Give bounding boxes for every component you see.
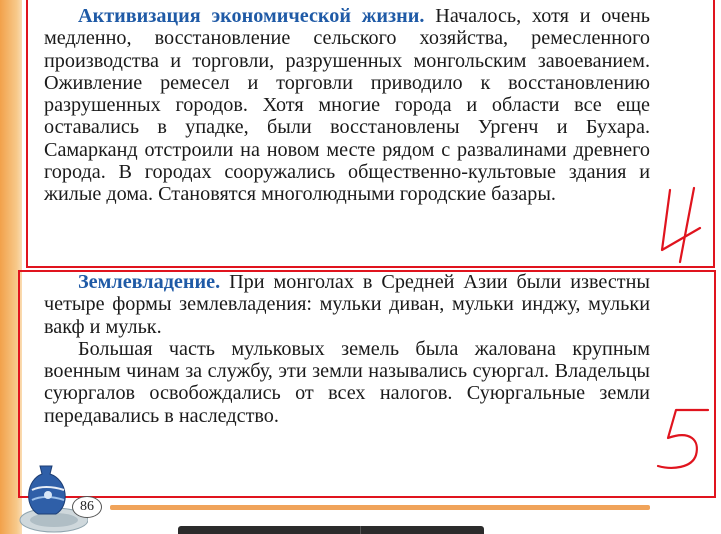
page-number: 86 xyxy=(72,496,102,518)
viewer-toolbar[interactable] xyxy=(178,526,484,534)
footer-rule xyxy=(110,505,650,510)
paragraph: Большая часть мульковых земель была жалована крупным военным чинам за службу, эти земли назывались суюргал. Владельцы суюргалов освобождались от всех налогов. Суюргальные земли передавались в наследство. xyxy=(44,337,650,427)
annotation-box-1 xyxy=(26,0,715,268)
section-heading: Землевладение. xyxy=(78,271,221,293)
section-heading: Активизация экономической жизни. xyxy=(78,5,425,27)
paragraph-text: Началось, хотя и очень медленно, восстановление сельского хозяйства, ремесленного производства и торговли, разрушенных монгольским завоеванием. Оживление ремесел и торговли приводило к восстановлению разрушенных городов. Хотя многие города и области все еще оставались в упадке, были восстановлены Ургенч и Бухара. Самарканд отстроили на новом месте рядом с развалинами древнего города. В городах сооружались общественно-культовые здания и жилые дома. Становятся многолюдными городские базары. xyxy=(44,5,650,206)
paragraph-text: При монголах в Средней Азии были известны четыре формы землевладения: мульки диван, мульки инджу, мульки вакф и мульк. xyxy=(44,271,650,338)
toolbar-divider xyxy=(360,526,361,534)
annotation-box-2 xyxy=(18,270,716,498)
ceramic-vase-icon xyxy=(18,458,88,534)
